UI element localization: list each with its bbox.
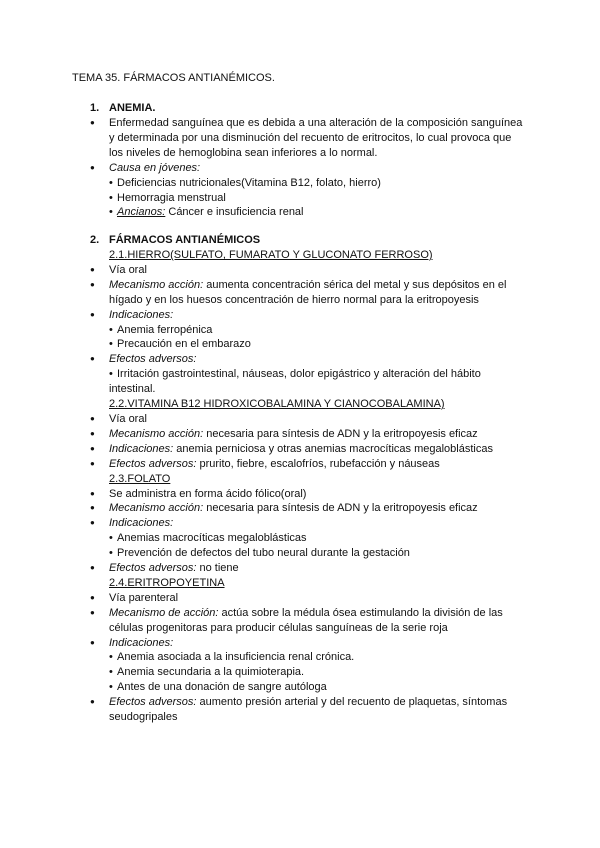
sub-item: • Antes de una donación de sangre autóloga (109, 681, 327, 694)
list-item: ● Indicaciones: (72, 308, 542, 323)
list-item: ● Efectos adversos: no tiene (72, 561, 542, 576)
list-item: ● Efectos adversos: (72, 352, 542, 367)
section-anemia (72, 101, 542, 220)
list-item: ● Vía oral (72, 412, 542, 427)
list-item: ● Efectos adversos: aumento presión arterial y del recuento de plaquetas, síntomas seudogripales (72, 695, 542, 725)
section-heading (72, 101, 542, 116)
list-item: ● Mecanismo acción: necesaria para síntesis de ADN y la eritropoyesis eficaz (72, 501, 542, 516)
sub-item: • Anemias macrocíticas megaloblásticas (109, 532, 307, 545)
subsection-title-b12: 2.2.VITAMINA B12 HIDROXICOBALAMINA Y CIANOCOBALAMINA) (109, 398, 445, 411)
subsection-title-hierro: 2.1.HIERRO(SULFATO, FUMARATO Y GLUCONATO FERROSO) (109, 249, 433, 261)
section-title: FÁRMACOS ANTIANÉMICOS (109, 234, 261, 246)
list-item: ● Mecanismo acción: necesaria para síntesis de ADN y la eritropoyesis eficaz (72, 427, 542, 442)
list-item: ● Enfermedad sanguínea que es debida a una alteración de la composición sanguínea y determinada por una disminución del recuento de eritrocitos, lo cual provoca que los niveles de hemoglobina sean inferiores a lo normal. (72, 116, 542, 161)
sub-item: • Anemia secundaria a la quimioterapia. (109, 666, 305, 679)
section-farmacos (72, 233, 542, 725)
list-item: ● Mecanismo de acción: actúa sobre la médula ósea estimulando la división de las células progenitoras para producir células sanguíneas de la serie roja (72, 606, 542, 636)
sub-item: • Precaución en el embarazo (109, 338, 251, 351)
list-item: ● Indicaciones: (72, 636, 542, 651)
sub-item: • Deficiencias nutricionales(Vitamina B12, folato, hierro) (109, 176, 381, 189)
subsection-title-eritropoyetina: 2.4.ERITROPOYETINA (109, 576, 225, 589)
subsection-title-folato: 2.3.FOLATO (109, 472, 171, 485)
list-item: ● Efectos adversos: prurito, fiebre, escalofríos, rubefacción y náuseas (72, 457, 542, 472)
sub-item: • Prevención de defectos del tubo neural durante la gestación (109, 547, 410, 560)
section-title: ANEMIA. (109, 102, 156, 114)
section-number: 2. (90, 234, 100, 246)
sub-item: • Irritación gastrointestinal, náuseas, dolor epigástrico y alteración del hábito intestinal. (109, 368, 481, 396)
section-number: 1. (90, 102, 100, 114)
list-item: ● Indicaciones: (72, 516, 542, 531)
sub-item: • Anemia asociada a la insuficiencia renal crónica. (109, 651, 355, 664)
list-item: ● Indicaciones: anemia perniciosa y otras anemias macrocíticas megaloblásticas (72, 442, 542, 457)
document-title: TEMA 35. FÁRMACOS ANTIANÉMICOS. (72, 72, 275, 84)
sub-item: • Ancianos: Cáncer e insuficiencia renal (109, 206, 304, 219)
list-item: ● Vía parenteral (72, 591, 542, 606)
section-heading (72, 233, 542, 248)
list-item: ● Se administra en forma ácido fólico(oral) (72, 487, 542, 502)
list-item: ● Causa en jóvenes: (72, 161, 542, 176)
sub-item: • Hemorragia menstrual (109, 191, 226, 204)
list-item: ● Mecanismo acción: aumenta concentración sérica del metal y sus depósitos en el hígado y en los huesos concentración de hierro normal para la eritropoyesis (72, 278, 542, 308)
sub-item: • Anemia ferropénica (109, 323, 213, 336)
list-item: ● Vía oral (72, 263, 542, 278)
